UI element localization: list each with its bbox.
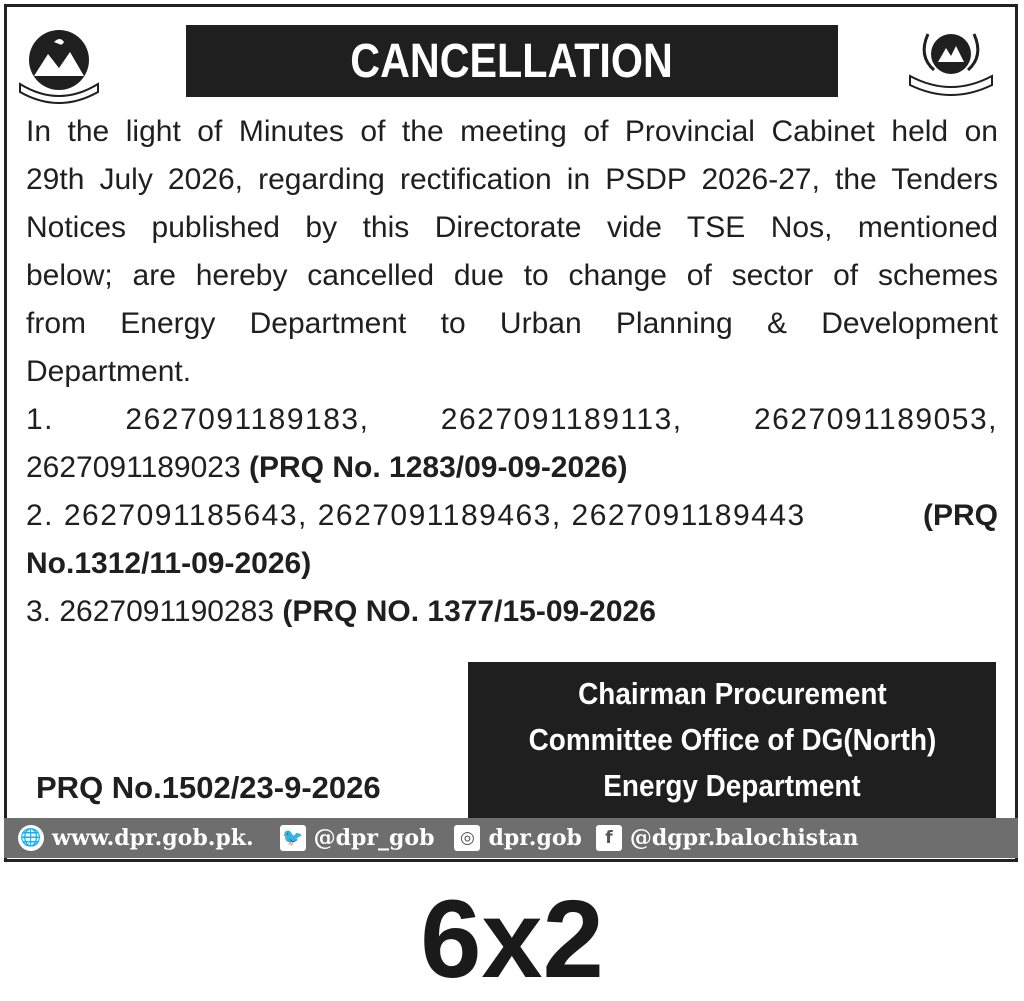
website-text: www.dpr.gob.pk. — [52, 825, 254, 851]
facebook-handle: @dgpr.balochistan — [629, 825, 859, 851]
prq-reference: (PRQ NO. 1377/15-09-2026 — [282, 595, 656, 628]
website-link[interactable] — [18, 825, 254, 851]
tender-list-item-3: 3. 2627091190283 — [26, 595, 283, 628]
prq-reference: (PRQ No. 1283/09-09-2026) — [249, 451, 628, 484]
instagram-handle: dpr.gob — [488, 825, 582, 851]
balochistan-emblem-right — [904, 26, 998, 96]
footer-bar — [4, 818, 1018, 858]
body-line: Notices published by this Directorate vide TSE Nos, mentioned — [26, 211, 998, 244]
prq-number: PRQ No.1502/23-9-2026 — [36, 770, 381, 805]
body-line: In the light of Minutes of the meeting of Provincial Cabinet held on — [26, 115, 998, 148]
signature-line: Chairman Procurement — [577, 676, 887, 711]
body-line: Department. — [26, 355, 192, 388]
body-line: 29th July 2026, regarding rectification in PSDP 2026-27, the Tenders — [26, 163, 998, 196]
twitter-link[interactable] — [280, 825, 435, 851]
body-line: from Energy Department to Urban Planning & Development — [26, 307, 998, 340]
instagram-icon: ◎ — [454, 825, 480, 851]
signature-block — [468, 662, 996, 818]
balochistan-emblem-left — [14, 24, 104, 104]
globe-icon: 🌐 — [18, 825, 44, 851]
signature-line: Committee Office of DG(North) — [528, 722, 936, 757]
tender-number: 2627091189023 — [26, 451, 250, 484]
prq-reference: No.1312/11-09-2026) — [26, 547, 312, 580]
instagram-link[interactable] — [454, 825, 581, 851]
ad-size-label: 6x2 — [420, 878, 604, 1001]
facebook-link[interactable] — [596, 825, 859, 851]
prq-reference: (PRQ — [923, 499, 998, 532]
tender-list-item-1: 1. 2627091189183, 2627091189113, 2627091189053, — [26, 403, 998, 436]
tender-list-item-2: 2. 2627091185643, 2627091189463, 2627091189443 — [26, 499, 806, 532]
notice-body — [26, 108, 998, 636]
page-title: CANCELLATION — [350, 34, 674, 88]
title-banner — [186, 25, 838, 97]
signature-line: Energy Department — [603, 768, 861, 803]
twitter-handle: @dpr_gob — [313, 825, 435, 851]
facebook-icon: f — [596, 825, 622, 851]
twitter-icon: 🐦 — [280, 825, 306, 851]
body-line: below; are hereby cancelled due to change of sector of schemes — [26, 259, 998, 292]
